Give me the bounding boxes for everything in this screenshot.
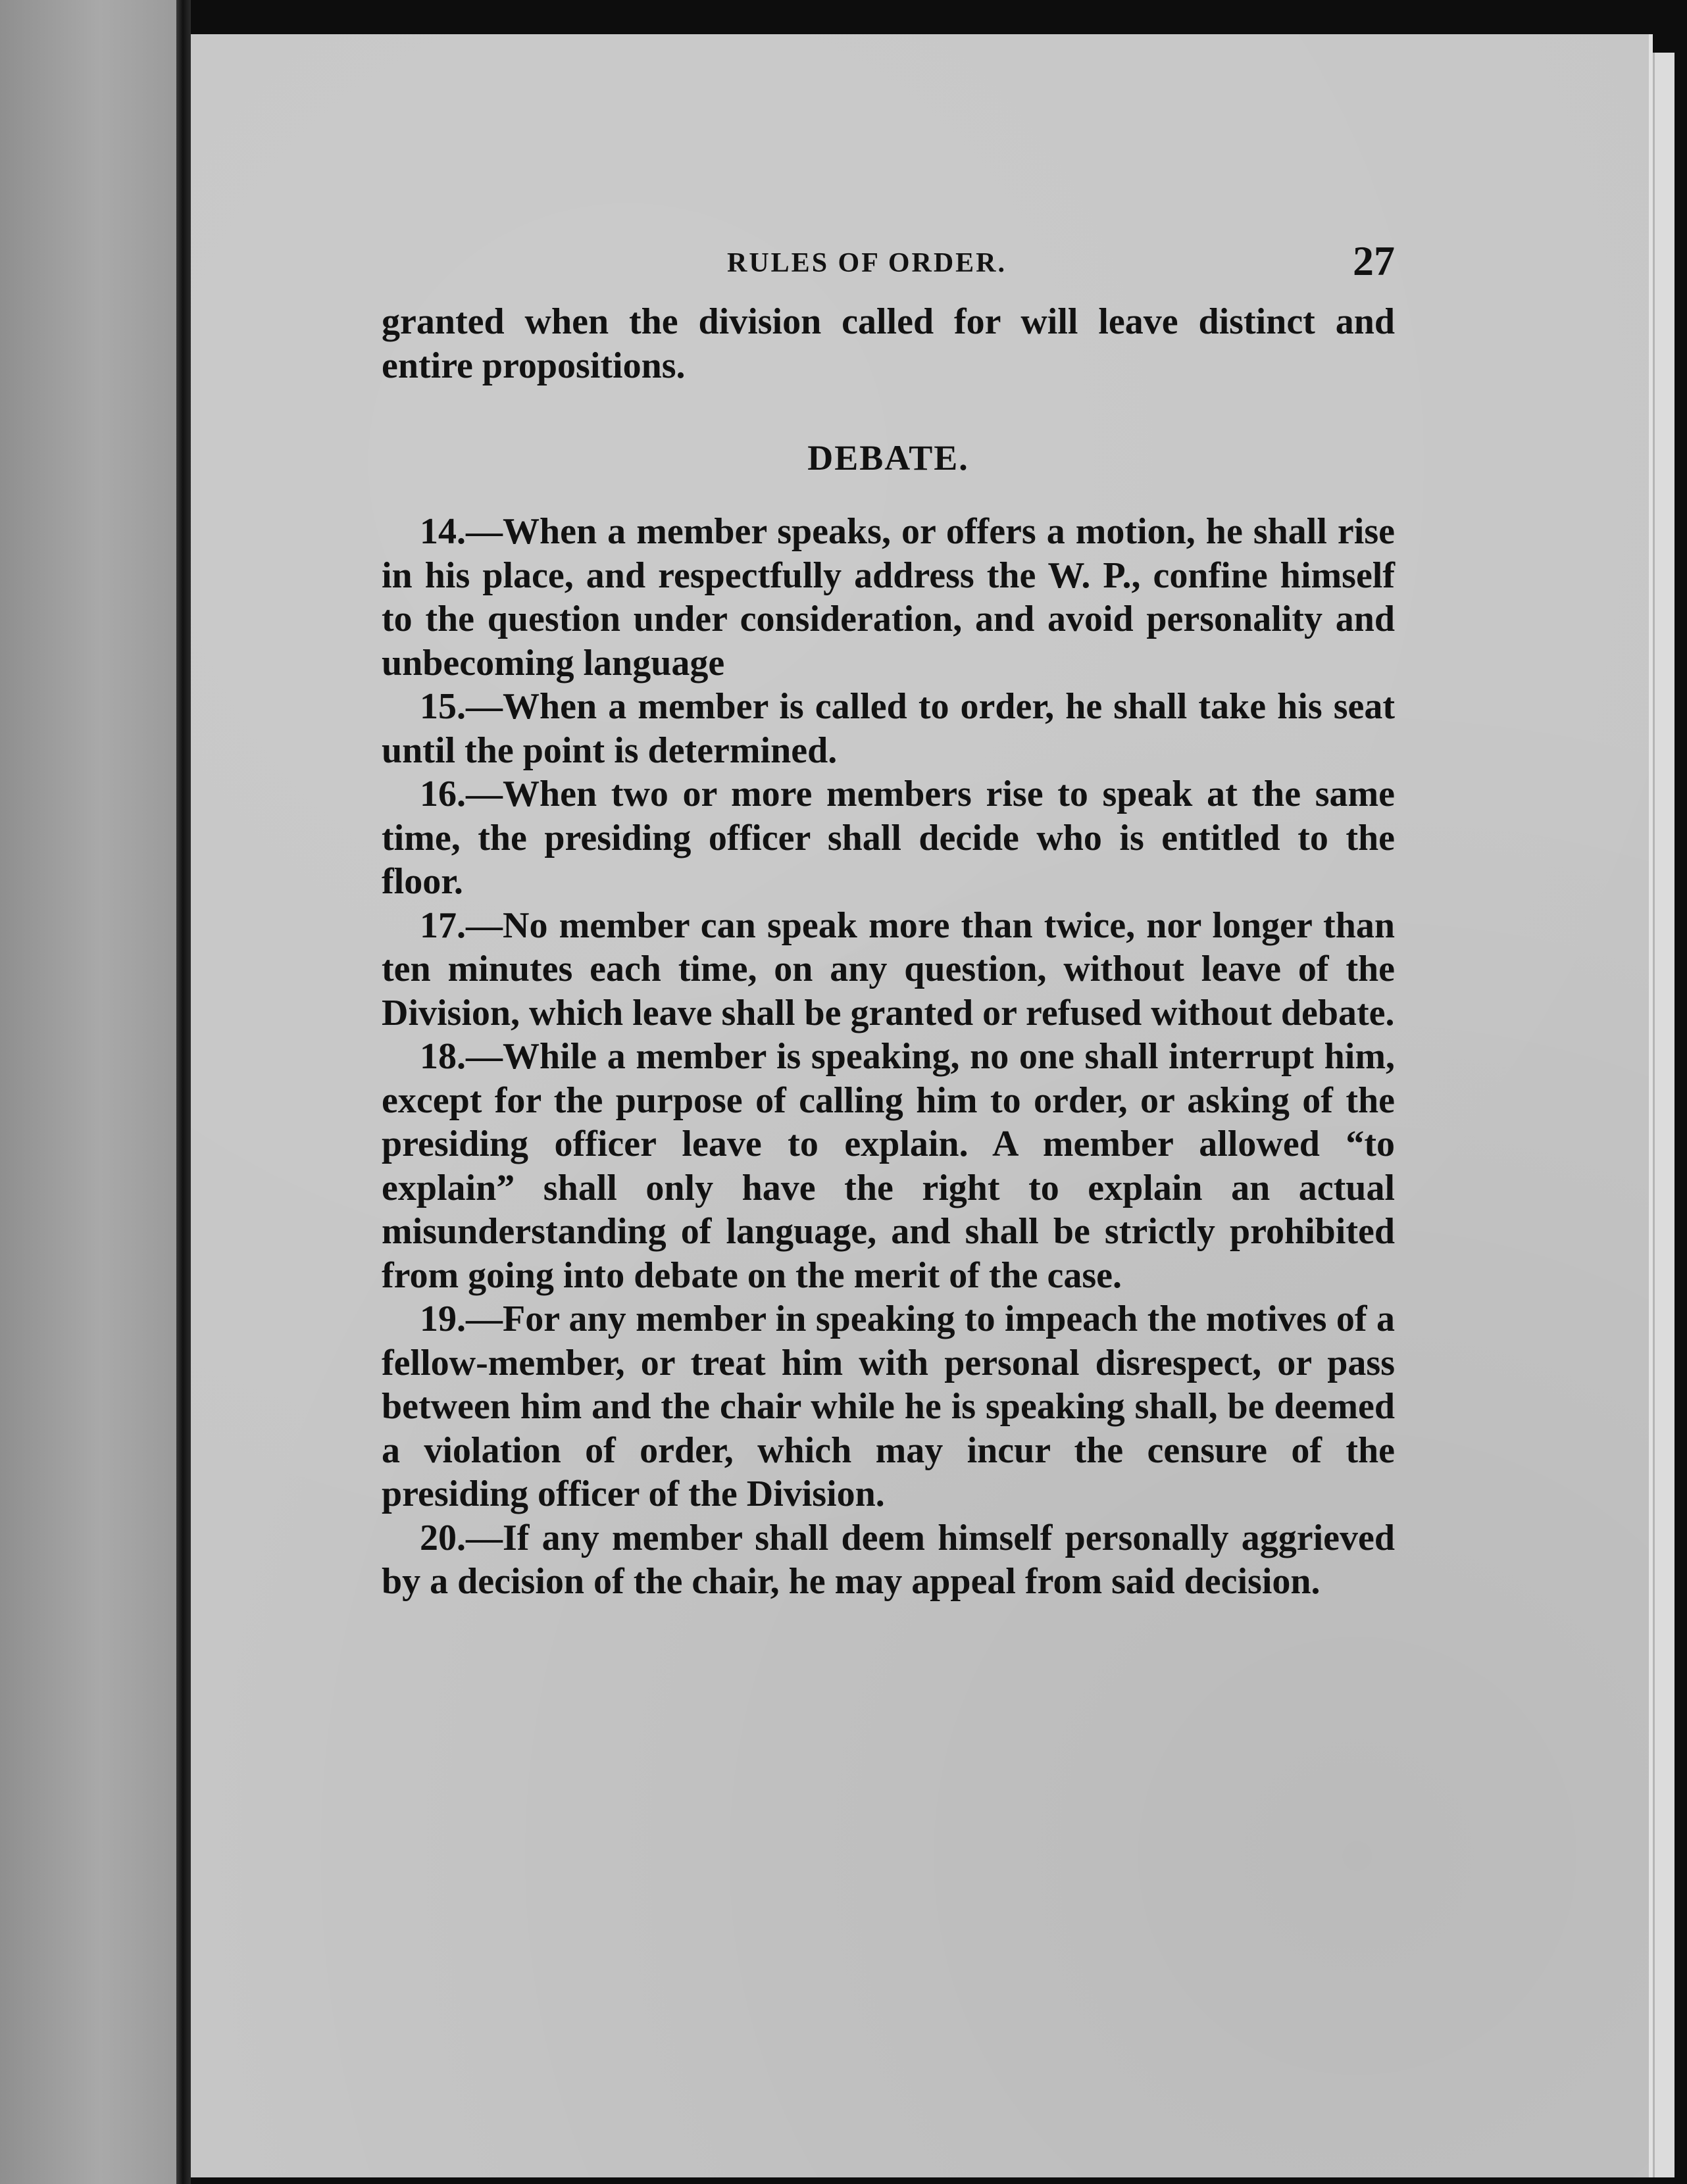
rule-14: 14.—When a member speaks, or offers a motion, he shall rise in his place, and respectfully address the W. P., confine himself to the question under consideration, and avoid personality and unbecoming language xyxy=(382,511,1395,683)
facing-page-edge xyxy=(0,0,183,2184)
page-text xyxy=(382,237,1395,1604)
continued-paragraph: granted when the division called for will leave distinct and entire propositions. xyxy=(382,301,1395,386)
book-spine xyxy=(176,0,191,2184)
page-number: 27 xyxy=(1353,237,1395,284)
rule-19: 19.—For any member in speaking to impeach the motives of a fellow-member, or treat him with personal disrespect, or pass between him and the chair while he is speaking shall, be deemed a violation of order, which may incur the censure of the presiding officer of the Division. xyxy=(382,1299,1395,1514)
running-title: RULES OF ORDER. xyxy=(727,248,1007,278)
running-head xyxy=(382,237,1395,300)
rule-16: 16.—When two or more members rise to speak at the same time, the presiding officer shall decide who is entitled to the floor. xyxy=(382,774,1395,902)
rule-15: 15.—When a member is called to order, he shall take his seat until the point is determined. xyxy=(382,686,1395,771)
rule-20: 20.—If any member shall deem himself personally aggrieved by a decision of the chair, he may appeal from said decision. xyxy=(382,1517,1395,1602)
rule-17: 17.—No member can speak more than twice, nor longer than ten minutes each time, on any question, without leave of the Division, which leave shall be granted or refused without debate. xyxy=(382,905,1395,1033)
rule-18: 18.—While a member is speaking, no one shall interrupt him, except for the purpose of calling him to order, or asking of the presiding officer leave to explain. A member allowed “to explain” shall only have the right to explain an actual misunderstanding of language, and shall be strictly prohibited from going into debate on the merit of the case. xyxy=(382,1036,1395,1296)
section-heading: DEBATE. xyxy=(807,438,969,478)
page-stack-edge xyxy=(1653,53,1674,2177)
